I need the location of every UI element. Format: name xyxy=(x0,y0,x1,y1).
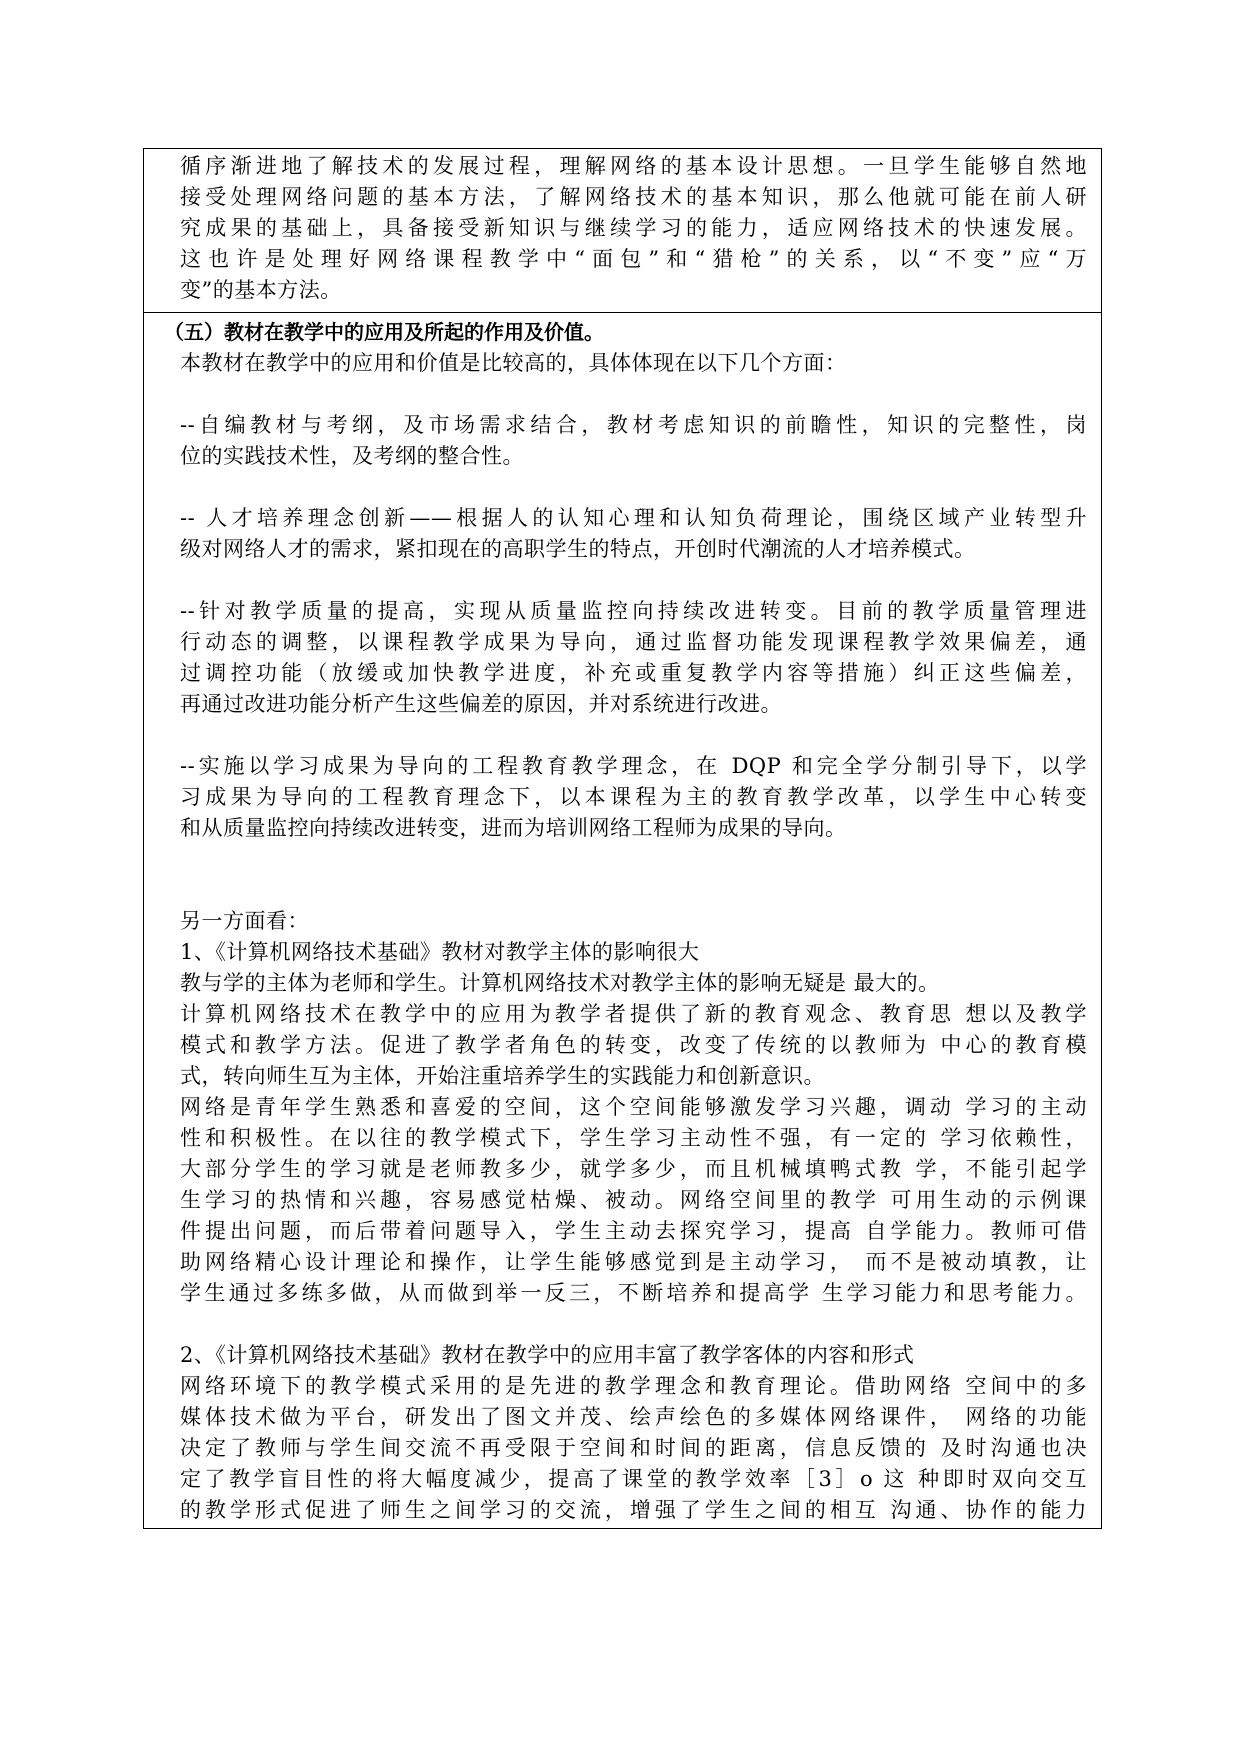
another-aspect-label: 另一方面看： xyxy=(180,909,309,933)
text-line: 学生通过多练多做，从而做到举一反三，不断培养和提高学 生学习能力和思考能力。 xyxy=(180,1281,1087,1305)
subsection-title: 2、《计算机网络技术基础》教材在教学中的应用丰富了教学客体的内容和形式 xyxy=(180,1343,915,1367)
point-line: --自编教材与考纲，及市场需求结合，教材考虑知识的前瞻性，知识的完整性，岗 xyxy=(180,413,1087,437)
point-line: 位的实践技术性，及考纲的整合性。 xyxy=(180,444,524,468)
text-line: 大部分学生的学习就是老师教多少，就学多少，而且机械填鸭式教 学，不能引起学 xyxy=(180,1157,1087,1181)
point-line: 习成果为导向的工程教育理念下，以本课程为主的教育教学改革，以学生中心转变 xyxy=(180,785,1087,809)
text-line: 循序渐进地了解技术的发展过程，理解网络的基本设计思想。一旦学生能够自然地 xyxy=(180,154,1087,178)
text-line: 网络环境下的教学模式采用的是先进的教学理念和教育理论。借助网络 空间中的多 xyxy=(180,1374,1087,1398)
intro-line: 本教材在教学中的应用和价值是比较高的，具体体现在以下几个方面： xyxy=(180,351,847,375)
point-line: -- 人才培养理念创新——根据人的认知心理和认知负荷理论，围绕区域产业转型升 xyxy=(180,506,1087,530)
section-heading: （五）教材在教学中的应用及所起的作用及价值。 xyxy=(164,320,604,344)
text-line: 助网络精心设计理论和操作，让学生能够感觉到是主动学习， 而不是被动填教，让 xyxy=(180,1250,1087,1274)
text-line: 定了教学盲目性的将大幅度减少，提高了课堂的教学效率［3］o 这 种即时双向交互 xyxy=(180,1467,1087,1491)
text-line: 教与学的主体为老师和学生。计算机网络技术对教学主体的影响无疑是 最大的。 xyxy=(180,971,940,995)
text-line: 决定了教师与学生间交流不再受限于空间和时间的距离，信息反馈的 及时沟通也决 xyxy=(180,1436,1087,1460)
point-line: 再通过改进功能分析产生这些偏差的原因，并对系统进行改进。 xyxy=(180,692,782,716)
text-line: 式，转向师生互为主体，开始注重培养学生的实践能力和创新意识。 xyxy=(180,1064,825,1088)
text-line: 究成果的基础上，具备接受新知识与继续学习的能力，适应网络技术的快速发展。 xyxy=(180,216,1087,240)
text-line: 这也许是处理好网络课程教学中“面包”和“猎枪”的关系，以“不变”应“万 xyxy=(180,247,1087,271)
text-line: 计算机网络技术在教学中的应用为教学者提供了新的教育观念、教育思 想以及教学 xyxy=(180,1002,1087,1026)
point-line: 和从质量监控向持续改进转变，进而为培训网络工程师为成果的导向。 xyxy=(180,816,847,840)
subsection-title: 1、《计算机网络技术基础》教材对教学主体的影响很大 xyxy=(180,940,700,964)
text-line: 件提出问题，而后带着问题导入，学生主动去探究学习，提高 自学能力。教师可借 xyxy=(180,1219,1087,1243)
section-five-cell xyxy=(144,313,1101,1528)
previous-section-cell xyxy=(144,149,1101,313)
point-line: --针对教学质量的提高，实现从质量监控向持续改进转变。目前的教学质量管理进 xyxy=(180,599,1087,623)
point-line: 行动态的调整，以课程教学成果为导向，通过监督功能发现课程教学效果偏差，通 xyxy=(180,630,1087,654)
text-line: 模式和教学方法。促进了教学者角色的转变，改变了传统的以教师为 中心的教育模 xyxy=(180,1033,1087,1057)
text-line: 生学习的热情和兴趣，容易感觉枯燥、被动。网络空间里的教学 可用生动的示例课 xyxy=(180,1188,1087,1212)
point-line: 过调控功能（放缓或加快教学进度，补充或重复教学内容等措施）纠正这些偏差， xyxy=(180,661,1087,685)
text-line: 网络是青年学生熟悉和喜爱的空间，这个空间能够激发学习兴趣，调动 学习的主动 xyxy=(180,1095,1087,1119)
text-line: 接受处理网络问题的基本方法，了解网络技术的基本知识，那么他就可能在前人研 xyxy=(180,185,1087,209)
text-line: 的教学形式促进了师生之间学习的交流，增强了学生之间的相互 沟通、协作的能力 xyxy=(180,1498,1087,1522)
text-line: 媒体技术做为平台，研发出了图文并茂、绘声绘色的多媒体网络课件， 网络的功能 xyxy=(180,1405,1087,1429)
point-line: --实施以学习成果为导向的工程教育教学理念，在 DQP 和完全学分制引导下，以学 xyxy=(180,754,1087,778)
document-table xyxy=(143,148,1102,1529)
text-line: 性和积极性。在以往的教学模式下，学生学习主动性不强，有一定的 学习依赖性， xyxy=(180,1126,1087,1150)
point-line: 级对网络人才的需求，紧扣现在的高职学生的特点，开创时代潮流的人才培养模式。 xyxy=(180,537,976,561)
text-line: 变”的基本方法。 xyxy=(180,278,342,302)
